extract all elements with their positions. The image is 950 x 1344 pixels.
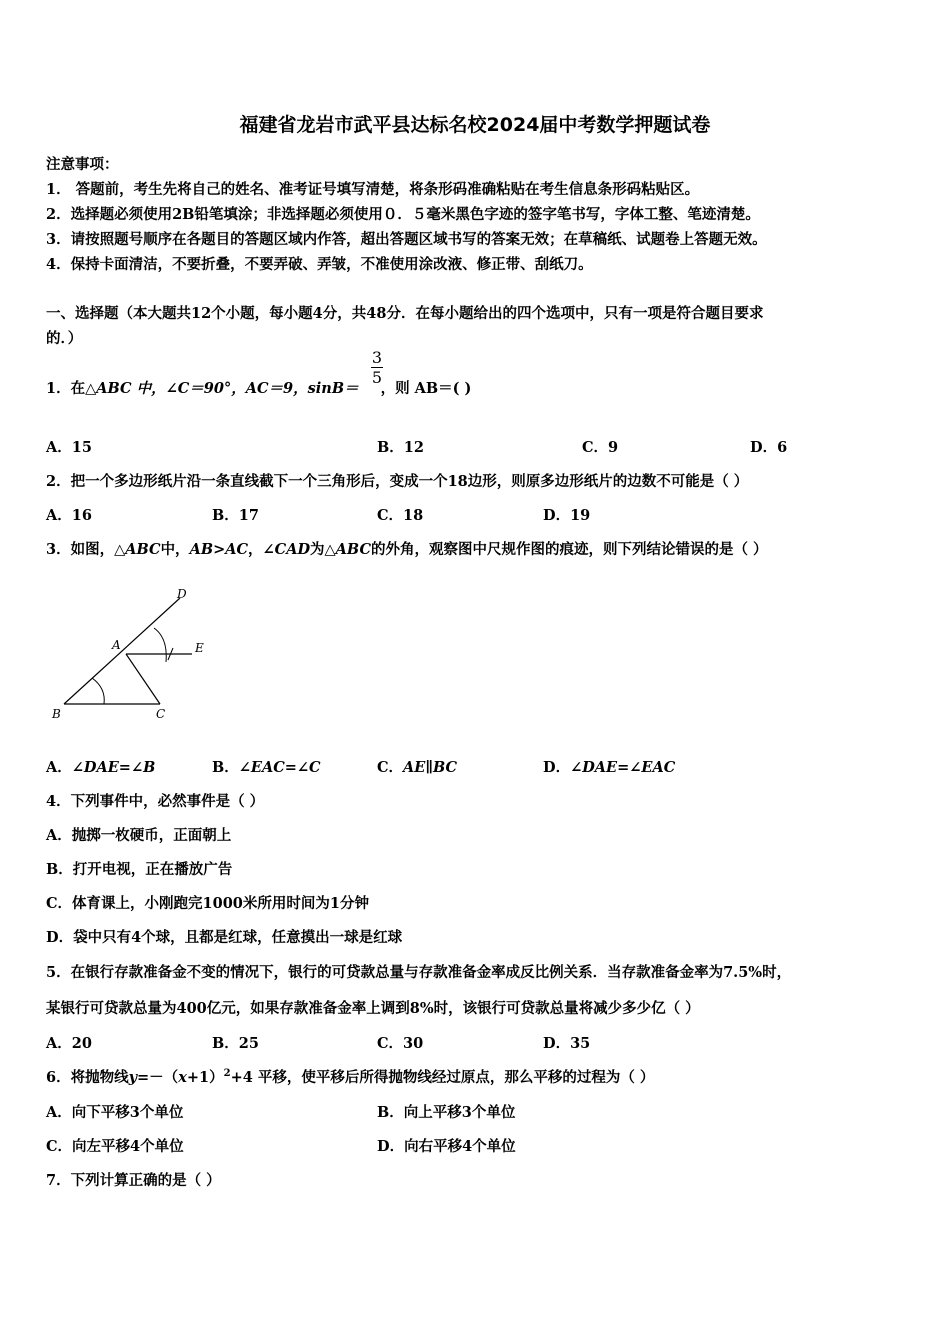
q3-math: AB>AC	[189, 541, 249, 558]
question-2: 2．把一个多边形纸片沿一条直线截下一个三角形后，变成一个18边形，则原多边形纸片的边数不可能是（ ）	[46, 473, 749, 490]
q6-text: +4 平移，使平移后所得抛物线经过原点，那么平移的过程为（ ）	[230, 1069, 655, 1086]
q4-option-d[interactable]: D．袋中只有4个球，且都是红球，任意摸出一球是红球	[46, 929, 403, 946]
q3-geometry-figure	[40, 582, 220, 727]
q1-option-d[interactable]: D．6	[750, 439, 788, 456]
section-heading-cont: 的．）	[46, 330, 83, 347]
label-e: E	[195, 641, 204, 655]
q5-option-b[interactable]: B．25	[212, 1035, 259, 1052]
q3-text: 中，	[160, 541, 190, 558]
q6-option-a[interactable]: A．向下平移3个单位	[46, 1104, 184, 1121]
question-1	[46, 377, 471, 398]
q3-math: △ABC	[324, 541, 371, 558]
q2-option-a[interactable]: A．16	[46, 507, 92, 524]
q3-text: 的外角，观察图中尺规作图的痕迹，则下列结论错误的是（ ）	[371, 541, 768, 558]
question-3	[46, 538, 768, 559]
notice-heading: 注意事项：	[46, 156, 119, 173]
page-title: 福建省龙岩市武平县达标名校2024届中考数学押题试卷	[239, 114, 711, 136]
q1-option-a[interactable]: A．15	[46, 439, 92, 456]
option-letter: C．	[377, 759, 404, 776]
question-6	[46, 1066, 654, 1087]
notice-item: 3．请按照题号顺序在各题目的答题区域内作答，超出答题区域书写的答案无效；在草稿纸、试题卷上答题无效。	[46, 231, 767, 248]
q6-text: +1）	[186, 1069, 224, 1086]
q1-tail: ，则 AB＝( )	[380, 380, 472, 397]
q5-option-a[interactable]: A．20	[46, 1035, 92, 1052]
q6-text: 6．将抛物线	[46, 1069, 129, 1086]
ray-bd	[64, 598, 180, 704]
q5-option-d[interactable]: D．35	[543, 1035, 591, 1052]
q3-option-d[interactable]	[543, 756, 675, 777]
option-letter: D．	[543, 759, 571, 776]
option-math: ∠DAE=∠B	[71, 759, 156, 776]
q4-option-c[interactable]: C．体育课上，小刚跑完1000米所用时间为1分钟	[46, 895, 369, 912]
label-b: B	[52, 707, 61, 721]
label-d: D	[177, 587, 187, 601]
option-math: AE∥BC	[403, 759, 458, 776]
notice-item: 1． 答题前，考生先将自己的姓名、准考证号填写清楚，将条形码准确粘贴在考生信息条形码粘贴区。	[46, 181, 700, 198]
q6-var-x: x	[178, 1069, 187, 1086]
q5-option-c[interactable]: C．30	[377, 1035, 424, 1052]
option-math: ∠DAE=∠EAC	[570, 759, 676, 776]
arc-at-a	[154, 628, 166, 662]
question-5-cont: 某银行可贷款总量为400亿元，如果存款准备金率上调到8%时，该银行可贷款总量将减少多少亿（ ）	[46, 1000, 700, 1017]
q3-option-c[interactable]	[377, 756, 457, 777]
notice-item: 2．选择题必须使用2B铅笔填涂；非选择题必须使用０．５毫米黑色字迹的签字笔书写，字体工整、笔迹清楚。	[46, 206, 760, 223]
fraction-numerator: 3	[371, 348, 383, 367]
q3-text: ，	[248, 541, 263, 558]
segment-ac	[126, 654, 160, 704]
q3-option-b[interactable]	[212, 756, 321, 777]
label-a: A	[112, 638, 121, 652]
arc-at-b	[92, 678, 104, 704]
q6-option-b[interactable]: B．向上平移3个单位	[377, 1104, 516, 1121]
q6-option-d[interactable]: D．向右平移4个单位	[377, 1138, 516, 1155]
q2-option-b[interactable]: B．17	[212, 507, 259, 524]
q2-option-d[interactable]: D．19	[543, 507, 591, 524]
q1-option-c[interactable]: C．9	[582, 439, 619, 456]
q1-condition: △ABC 中，∠C＝90°，AC＝9，sinB＝	[85, 380, 359, 397]
section-heading: 一、选择题（本大题共12个小题，每小题4分，共48分．在每小题给出的四个选项中，只有一项是符合题目要求	[46, 305, 764, 322]
option-letter: B．	[212, 759, 239, 776]
q3-option-a[interactable]	[46, 756, 155, 777]
notice-item: 4．保持卡面清洁，不要折叠，不要弄破、弄皱，不准使用涂改液、修正带、刮纸刀。	[46, 256, 593, 273]
q6-exponent: 2	[223, 1068, 231, 1079]
label-c: C	[156, 707, 166, 721]
question-5: 5．在银行存款准备金不变的情况下，银行的可贷款总量与存款准备金率成反比例关系．当存款准备金率为7.5%时，	[46, 964, 792, 981]
q4-option-b[interactable]: B．打开电视，正在播放广告	[46, 861, 233, 878]
q6-var-y: y	[128, 1069, 138, 1086]
q3-text: 3．如图，	[46, 541, 115, 558]
q4-option-a[interactable]: A．抛掷一枚硬币，正面朝上	[46, 827, 232, 844]
option-math: ∠EAC=∠C	[238, 759, 321, 776]
q2-option-c[interactable]: C．18	[377, 507, 424, 524]
q3-math: ∠CAD	[262, 541, 311, 558]
fraction-denominator: 5	[371, 368, 383, 387]
q1-fraction	[370, 348, 384, 387]
q6-option-c[interactable]: C．向左平移4个单位	[46, 1138, 184, 1155]
q3-math: △ABC	[114, 541, 161, 558]
q3-text: 为	[310, 541, 325, 558]
q6-text: =－（	[137, 1069, 179, 1086]
q1-option-b[interactable]: B．12	[377, 439, 424, 456]
q1-num: 1．在	[46, 380, 86, 397]
question-7: 7．下列计算正确的是（ ）	[46, 1172, 221, 1189]
option-letter: A．	[46, 759, 72, 776]
question-4: 4．下列事件中，必然事件是（ ）	[46, 793, 265, 810]
